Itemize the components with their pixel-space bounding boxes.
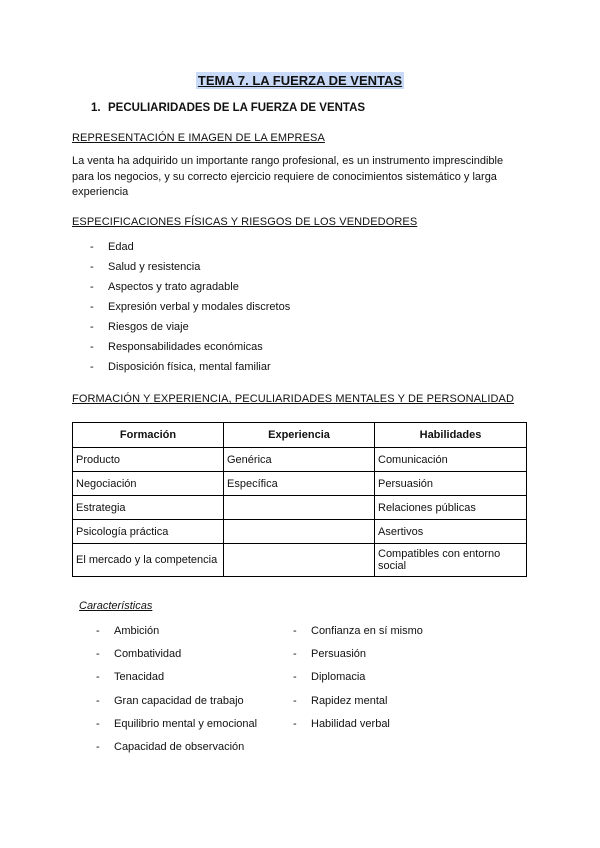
table-cell: Estrategia bbox=[73, 496, 224, 520]
table-cell: Comunicación bbox=[375, 448, 527, 472]
table-header: Habilidades bbox=[375, 423, 527, 448]
table-cell: Genérica bbox=[224, 448, 375, 472]
caracteristicas-list-left bbox=[96, 624, 257, 763]
table-cell bbox=[224, 520, 375, 544]
list-item: - Equilibrio mental y emocional bbox=[96, 717, 257, 740]
section-title-representacion: REPRESENTACIÓN E IMAGEN DE LA EMPRESA bbox=[72, 132, 325, 144]
heading-text: PECULIARIDADES DE LA FUERZA DE VENTAS bbox=[108, 102, 366, 114]
list-item: - Rapidez mental bbox=[293, 694, 423, 717]
list-item: - Salud y resistencia bbox=[90, 260, 290, 280]
table-row bbox=[73, 544, 527, 577]
table-cell bbox=[224, 496, 375, 520]
list-item: - Responsabilidades económicas bbox=[90, 340, 290, 360]
list-item: - Confianza en sí mismo bbox=[293, 624, 423, 647]
caracteristicas-list-right bbox=[293, 624, 423, 740]
list-item: - Tenacidad bbox=[96, 670, 257, 693]
list-item: - Diplomacia bbox=[293, 670, 423, 693]
list-item: - Gran capacidad de trabajo bbox=[96, 694, 257, 717]
table-cell: El mercado y la competencia bbox=[73, 544, 224, 577]
title-wrapper bbox=[0, 72, 600, 90]
paragraph-line: La venta ha adquirido un importante rango profesional, es un instrumento imprescindible bbox=[72, 155, 504, 167]
section-title-especificaciones: ESPECIFICACIONES FÍSICAS Y RIESGOS DE LOS VENDEDORES bbox=[72, 216, 418, 228]
table-cell: Relaciones públicas bbox=[375, 496, 527, 520]
section-title-formacion: FORMACIÓN Y EXPERIENCIA, PECULIARIDADES MENTALES Y DE PERSONALIDAD bbox=[72, 393, 515, 405]
skills-table bbox=[72, 422, 527, 577]
table-header: Experiencia bbox=[224, 423, 375, 448]
paragraph-line: experiencia bbox=[72, 186, 129, 198]
page-title: TEMA 7. LA FUERZA DE VENTAS bbox=[197, 73, 403, 88]
table-cell: Negociación bbox=[73, 472, 224, 496]
list-item: - Expresión verbal y modales discretos bbox=[90, 300, 290, 320]
section-paragraph bbox=[72, 154, 532, 201]
table-cell: Producto bbox=[73, 448, 224, 472]
especificaciones-list bbox=[90, 240, 290, 380]
main-heading bbox=[91, 102, 365, 114]
table-cell: Específica bbox=[224, 472, 375, 496]
table-row bbox=[73, 496, 527, 520]
table-row bbox=[73, 448, 527, 472]
list-item: - Ambición bbox=[96, 624, 257, 647]
list-item: - Riesgos de viaje bbox=[90, 320, 290, 340]
table-header: Formación bbox=[73, 423, 224, 448]
table-cell: Psicología práctica bbox=[73, 520, 224, 544]
table-cell bbox=[224, 544, 375, 577]
list-item: - Habilidad verbal bbox=[293, 717, 423, 740]
heading-number: 1. bbox=[91, 102, 101, 114]
list-item: - Capacidad de observación bbox=[96, 740, 257, 763]
paragraph-line: para los negocios, y su correcto ejercicio requiere de conocimientos sistemático y larga bbox=[72, 170, 497, 183]
table-cell: Compatibles con entorno social bbox=[375, 544, 527, 577]
table-row bbox=[73, 472, 527, 496]
list-item: - Disposición física, mental familiar bbox=[90, 360, 290, 380]
list-item: - Aspectos y trato agradable bbox=[90, 280, 290, 300]
table-cell: Asertivos bbox=[375, 520, 527, 544]
caracteristicas-title: Características bbox=[79, 600, 153, 612]
table-row bbox=[73, 520, 527, 544]
list-item: - Combatividad bbox=[96, 647, 257, 670]
list-item: - Persuasión bbox=[293, 647, 423, 670]
list-item: - Edad bbox=[90, 240, 290, 260]
table-header-row bbox=[73, 423, 527, 448]
table-cell: Persuasión bbox=[375, 472, 527, 496]
